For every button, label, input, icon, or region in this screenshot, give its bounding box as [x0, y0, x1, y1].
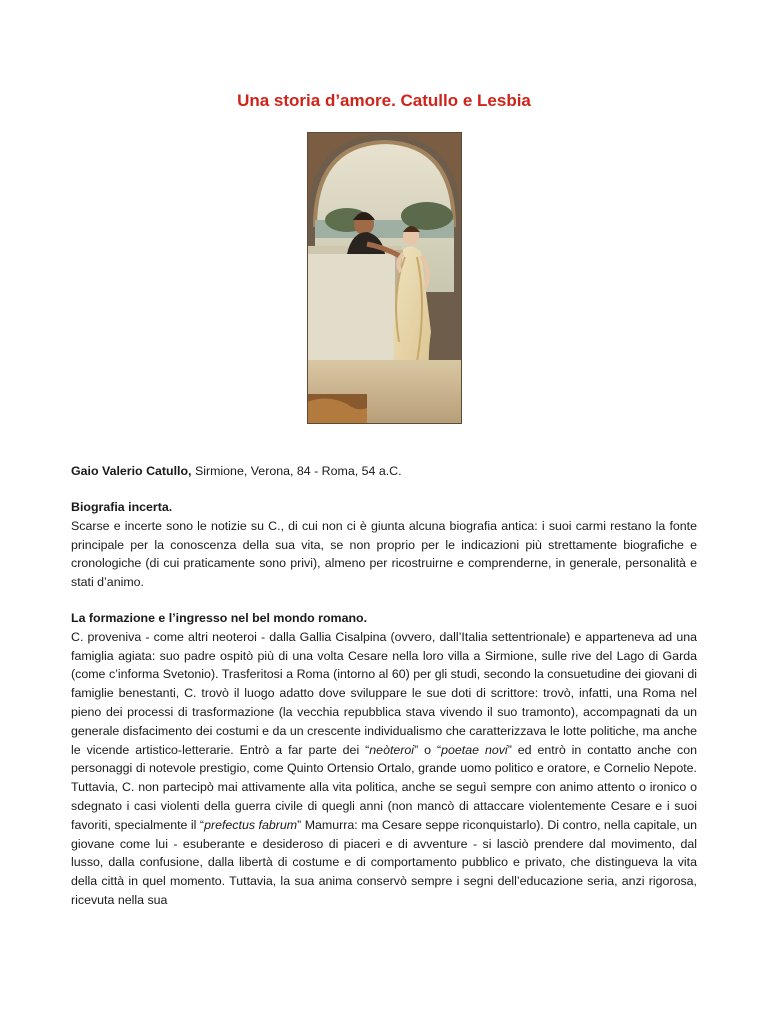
text-run: ” ed entrò in contatto anche con personaggi di notevole prestigio, come Quinto Ortensio Ortalo, grande uomo politico e oratore, e Cornelio Nepote. Tuttavia, C. non partecipò mai attivamente alla vita politica, anche se seguì sempre con animo attento o ironico o sdegnato i casi violenti della guerra civile di quegli anni (non mancò di attaccare violentemente Cesare e i suoi favoriti, specialmente il “ — [71, 742, 697, 832]
section-biografia — [71, 498, 697, 592]
author-name: Gaio Valerio Catullo, — [71, 464, 192, 478]
section-heading: Biografia incerta. — [71, 500, 173, 514]
author-line — [71, 462, 697, 481]
text-run: ” Mamurra: ma Cesare seppe riconquistarlo). Di contro, nella capitale, un giovane come lui - esuberante e desideroso di piaceri e di avventure - si lasciò prendere dal movimento, dal lusso, dalla confusione, dalla libertà di costume e di comportamento pubblico e privato, che distingueva la vita della città in quel momento. Tuttavia, la sua anima conservò sempre i segni dell’educazione seria, anzi rigorosa, ricevuta nella sua — [71, 817, 698, 907]
section-heading: La formazione e l’ingresso nel bel mondo romano. — [71, 611, 368, 625]
section-paragraph: Scarse e incerte sono le notizie su C., di cui non ci è giunta alcuna biografia antica: i suoi carmi restano la fonte principale per la conoscenza della sua vita, se non proprio per le indicazioni più strettamente biografiche e cronologiche (di cui praticamente sono privi), almeno per ricostruirne e comprenderne, in generale, personalità e stati d’animo. — [71, 518, 697, 590]
author-details: Sirmione, Verona, 84 - Roma, 54 a.C. — [191, 464, 402, 478]
italic-term: poetae novi — [441, 742, 508, 757]
page-title: Una storia d’amore. Catullo e Lesbia — [237, 91, 531, 110]
section-paragraph — [71, 628, 697, 910]
section-formazione — [71, 609, 697, 910]
painting-illustration — [307, 132, 462, 424]
text-run: ” o “ — [414, 742, 442, 757]
italic-term: prefectus fabrum — [204, 817, 298, 832]
italic-term: neòteroi — [369, 742, 415, 757]
text-run: C. proveniva - come altri neoteroi - dalla Gallia Cisalpina (ovvero, dall’Italia settentrionale) e apparteneva ad una famiglia agiata: suo padre ospitò più di una volta Cesare nella loro villa a Sirmione, sulle rive del Lago di Garda (come c’informa Svetonio). Trasferitosi a Roma (intorno al 60) per gli studi, secondo la consuetudine dei giovani di famiglie benestanti, C. trovò il luogo adatto dove sviluppare le sue doti di scrittore: trovò, infatti, una Roma nel pieno dei processi di trasformazione (la vecchia repubblica stava vivendo il suo tramonto), accompagnati da un generale disfacimento dei costumi e da un crescente individualismo che caratterizzava le lotte politiche, ma anche le vicende artistico-letterarie. Entrò a far parte dei “ — [71, 629, 697, 757]
